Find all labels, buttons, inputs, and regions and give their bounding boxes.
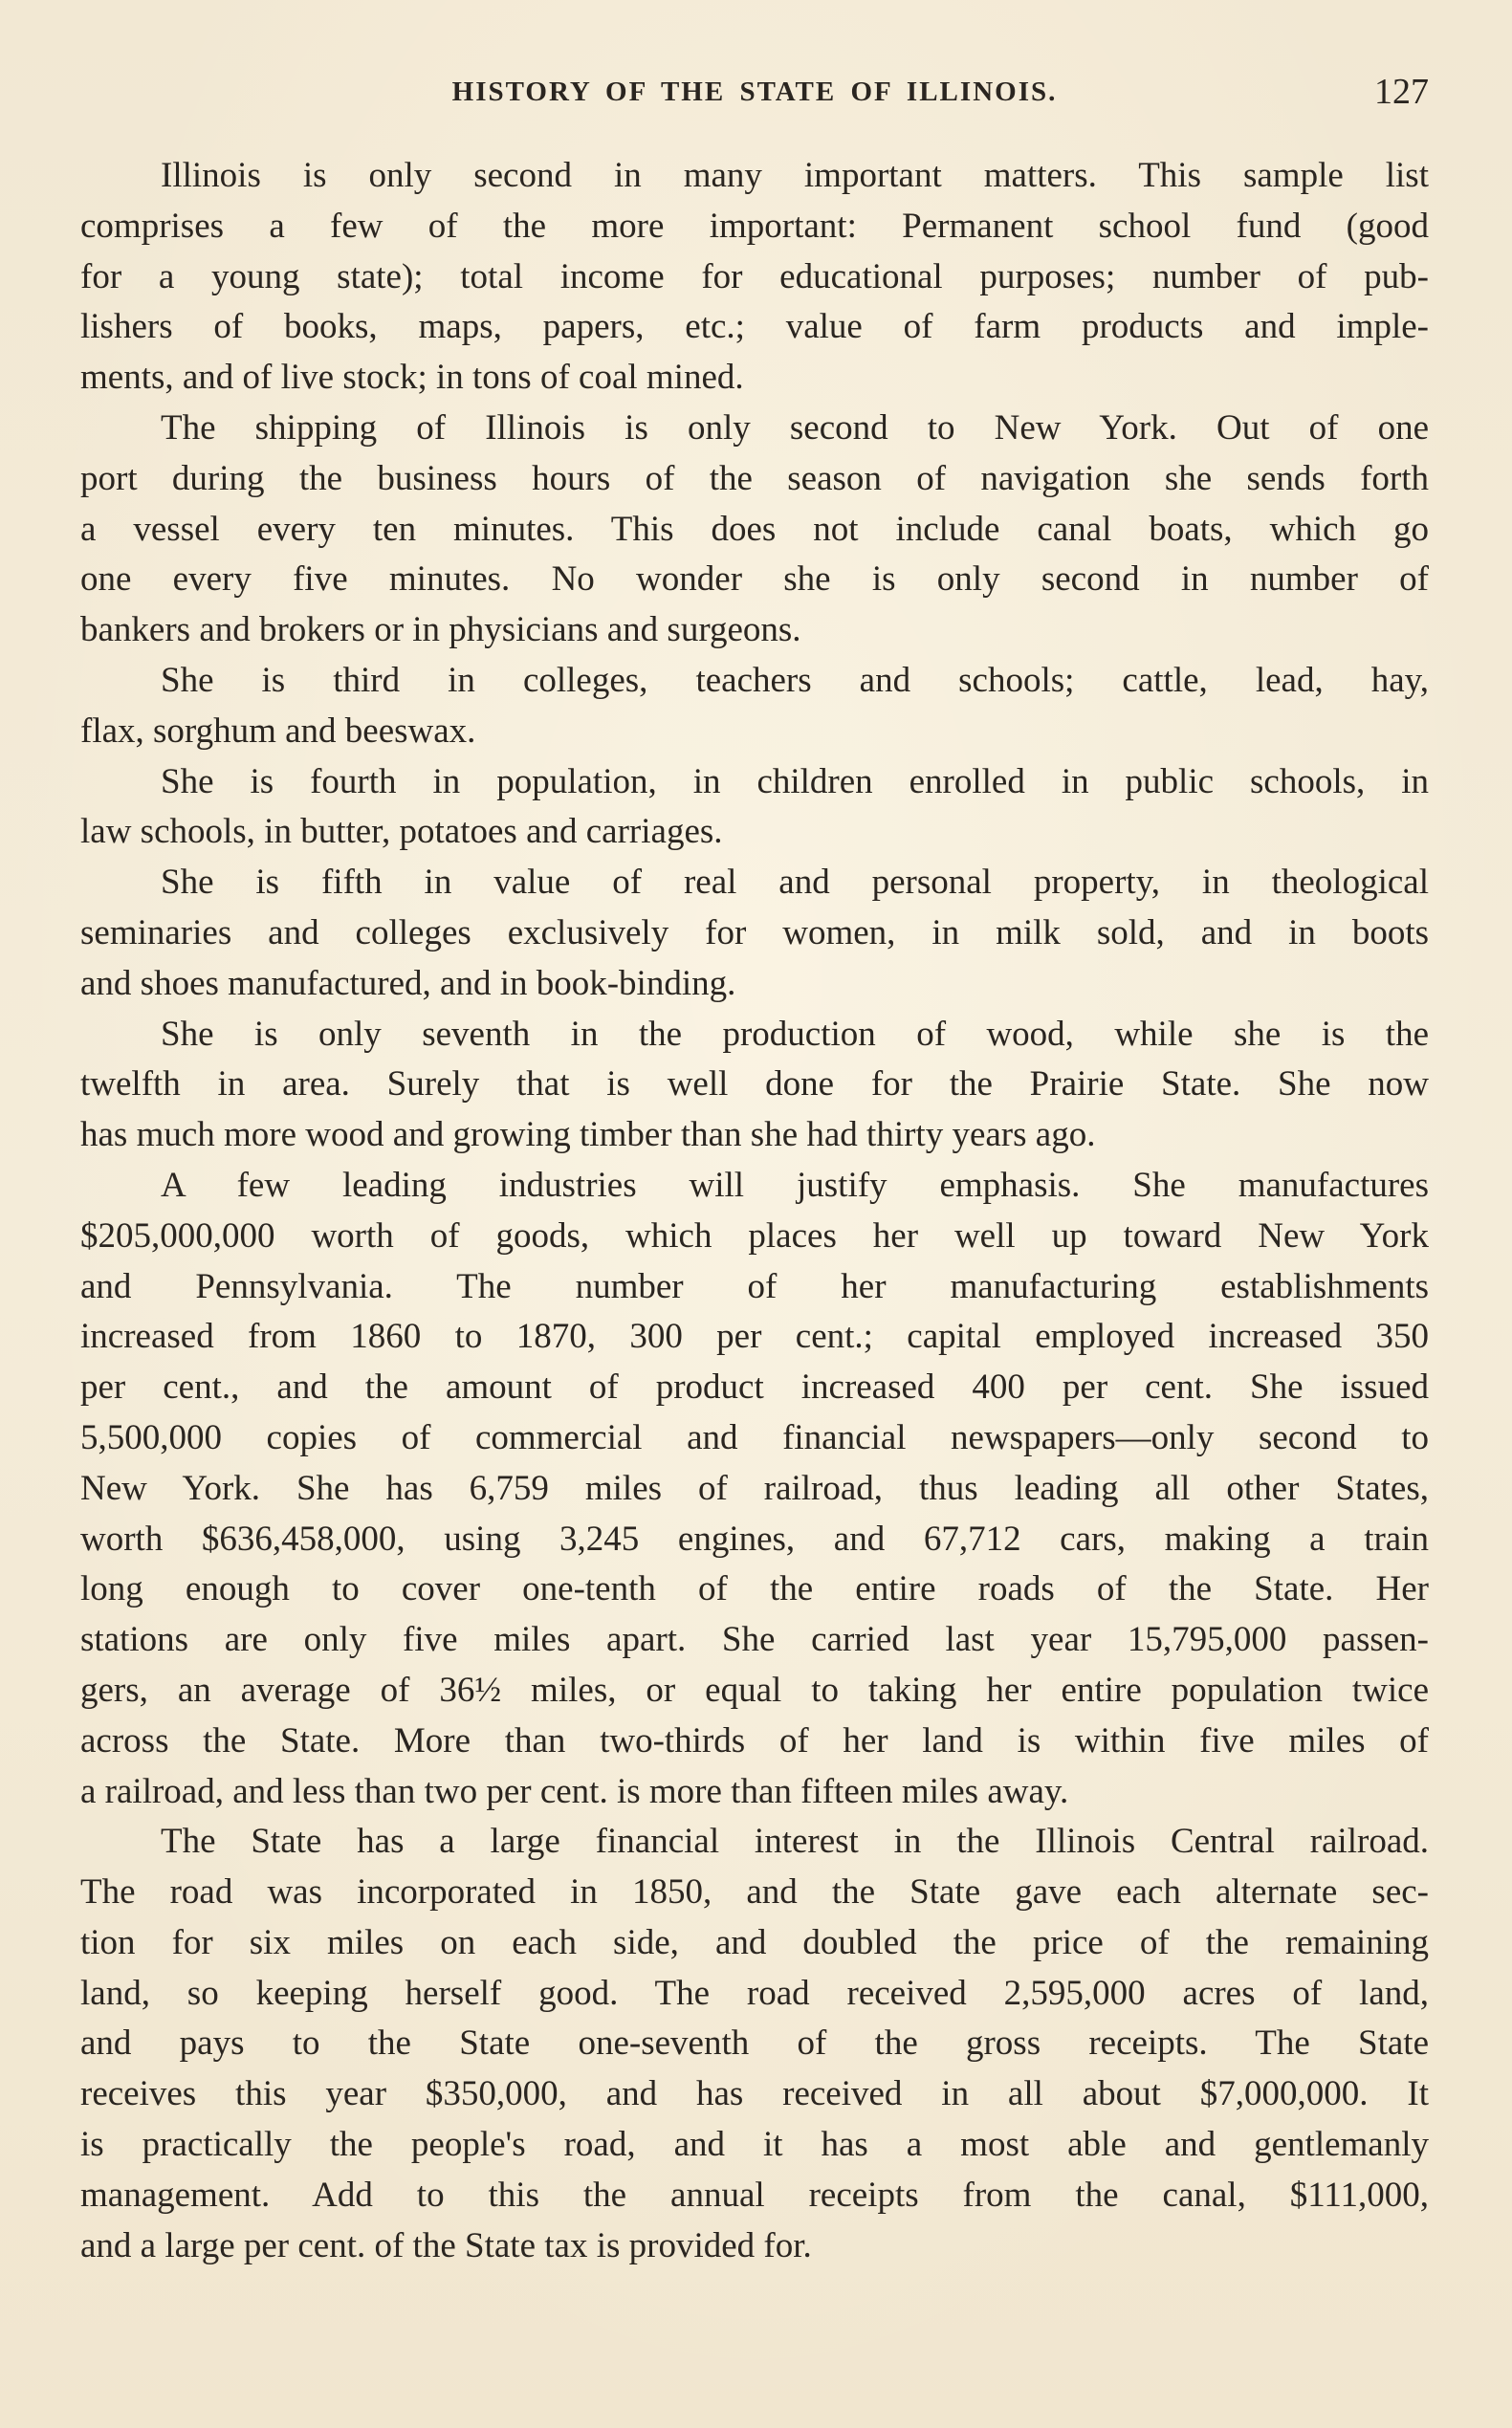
text-line: increased from 1860 to 1870, 300 per cent.; capital employed increased 350: [80, 1317, 1429, 1357]
text-line: land, so keeping herself good. The road received 2,595,000 acres of land,: [80, 1973, 1429, 2013]
text-line: She is third in colleges, teachers and schools; cattle, lead, hay,: [161, 660, 1429, 700]
text-line: She is only seventh in the production of wood, while she is the: [161, 1014, 1429, 1054]
text-line: ments, and of live stock; in tons of coal mined.: [80, 358, 744, 398]
text-line: seminaries and colleges exclusively for women, in milk sold, and in boots: [80, 912, 1429, 952]
running-title: HISTORY OF THE STATE OF ILLINOIS.: [451, 77, 1058, 107]
text-line: The road was incorporated in 1850, and the State gave each alternate sec-: [80, 1872, 1429, 1913]
paragraph: [80, 1010, 1429, 1161]
text-line: and Pennsylvania. The number of her manufacturing establishments: [80, 1266, 1429, 1306]
paragraph: [80, 151, 1429, 404]
text-line: is practically the people's road, and it has a most able and gentlemanly: [80, 2125, 1429, 2165]
running-head: [80, 71, 1429, 119]
text-line: tion for six miles on each side, and doubled the price of the remaining: [80, 1922, 1429, 1962]
text-line: a vessel every ten minutes. This does not include canal boats, which go: [80, 509, 1429, 549]
text-line: and pays to the State one-seventh of the gross receipts. The State: [80, 2023, 1429, 2064]
text-line: per cent., and the amount of product increased 400 per cent. She issued: [80, 1367, 1429, 1408]
text-line: and shoes manufactured, and in book-binding.: [80, 963, 736, 1003]
text-line: has much more wood and growing timber than she had thirty years ago.: [80, 1115, 1096, 1155]
paragraph: [80, 1161, 1429, 1817]
text-line: for a young state); total income for educational purposes; number of pub-: [80, 256, 1429, 296]
text-line: A few leading industries will justify emphasis. She manufactures: [161, 1165, 1429, 1205]
text-line: lishers of books, maps, papers, etc.; value of farm products and imple-: [80, 307, 1429, 347]
text-line: gers, an average of 36½ miles, or equal to taking her entire population twice: [80, 1670, 1429, 1710]
text-line: She is fourth in population, in children enrolled in public schools, in: [161, 761, 1429, 801]
text-line: long enough to cover one-tenth of the entire roads of the State. Her: [80, 1569, 1429, 1609]
page-number: 127: [1374, 72, 1429, 112]
text-line: receives this year $350,000, and has received in all about $7,000,000. It: [80, 2074, 1429, 2114]
paragraph: [80, 404, 1429, 656]
text-line: and a large per cent. of the State tax is provided for.: [80, 2225, 812, 2265]
text-line: $205,000,000 worth of goods, which places her well up toward New York: [80, 1215, 1429, 1256]
text-line: New York. She has 6,759 miles of railroad, thus leading all other States,: [80, 1468, 1429, 1508]
text-line: port during the business hours of the season of navigation she sends forth: [80, 458, 1429, 498]
text-line: twelfth in area. Surely that is well done for the Prairie State. She now: [80, 1064, 1429, 1105]
paragraph: [80, 656, 1429, 757]
text-line: comprises a few of the more important: Permanent school fund (good: [80, 206, 1429, 246]
paragraph: [80, 858, 1429, 1009]
paragraph: [80, 757, 1429, 859]
text-line: 5,500,000 copies of commercial and financial newspapers—only second to: [80, 1417, 1429, 1457]
text-line: Illinois is only second in many important matters. This sample list: [161, 156, 1429, 195]
text-line: She is fifth in value of real and personal property, in theological: [161, 863, 1429, 903]
text-line: management. Add to this the annual receipts from the canal, $111,000,: [80, 2175, 1429, 2215]
text-line: a railroad, and less than two per cent. is more than fifteen miles away.: [80, 1771, 1069, 1811]
text-line: stations are only five miles apart. She carried last year 15,795,000 passen-: [80, 1620, 1429, 1660]
text-line: The State has a large financial interest in the Illinois Central railroad.: [161, 1822, 1429, 1862]
paragraph: [80, 1817, 1429, 2271]
text-line: one every five minutes. No wonder she is only second in number of: [80, 559, 1429, 600]
text-line: across the State. More than two-thirds of her land is within five miles of: [80, 1720, 1429, 1761]
text-line: flax, sorghum and beeswax.: [80, 711, 476, 751]
text-line: bankers and brokers or in physicians and surgeons.: [80, 610, 801, 650]
text-line: The shipping of Illinois is only second to New York. Out of one: [161, 407, 1429, 448]
text-line: worth $636,458,000, using 3,245 engines, and 67,712 cars, making a train: [80, 1519, 1429, 1559]
text-line: law schools, in butter, potatoes and carriages.: [80, 812, 723, 852]
body-text: [80, 151, 1429, 2271]
